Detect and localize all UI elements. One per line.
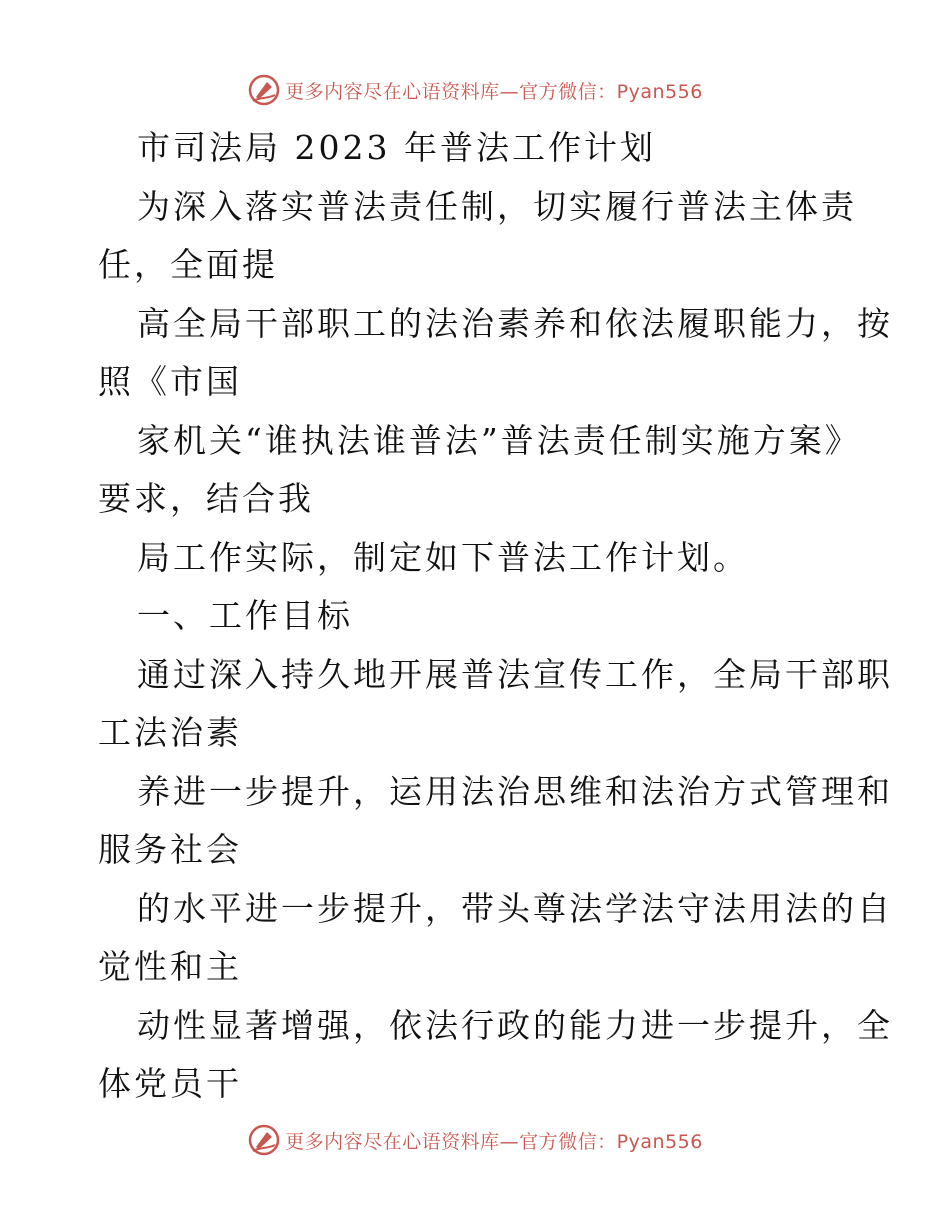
watermark-text: 更多内容尽在心语资料库—官方微信：Pyan556 [285,80,703,103]
paragraph-line: 为深入落实普法责任制，切实履行普法主体责 [137,187,857,226]
paragraph-line: 工法治素 [98,713,242,752]
pen-nib-logo-icon [247,73,281,107]
watermark-footer [0,1120,950,1160]
paragraph-line: 高全局干部职工的法治素养和依法履职能力，按 [137,304,893,343]
paragraph-line: 照《市国 [98,362,242,401]
paragraph-line: 的水平进一步提升，带头尊法学法守法用法的自 [137,889,893,928]
pen-nib-logo-icon [247,1123,281,1157]
paragraph-line: 动性显著增强，依法行政的能力进一步提升，全 [137,1006,893,1045]
section-heading: 一、工作目标 [137,596,353,635]
document-title: 市司法局 2023 年普法工作计划 [137,128,656,167]
watermark-header [0,70,950,110]
paragraph-line: 觉性和主 [98,947,242,986]
paragraph-line: 家机关“谁执法谁普法”普法责任制实施方案》 [137,421,861,460]
watermark-text: 更多内容尽在心语资料库—官方微信：Pyan556 [285,1130,703,1153]
paragraph-line: 体党员干 [98,1064,242,1103]
paragraph-line: 任，全面提 [98,245,278,284]
paragraph-line: 局工作实际，制定如下普法工作计划。 [137,538,749,577]
paragraph-line: 养进一步提升，运用法治思维和法治方式管理和 [137,772,893,811]
paragraph-line: 服务社会 [98,830,242,869]
paragraph-line: 要求，结合我 [98,479,314,518]
paragraph-line: 通过深入持久地开展普法宣传工作，全局干部职 [137,655,893,694]
